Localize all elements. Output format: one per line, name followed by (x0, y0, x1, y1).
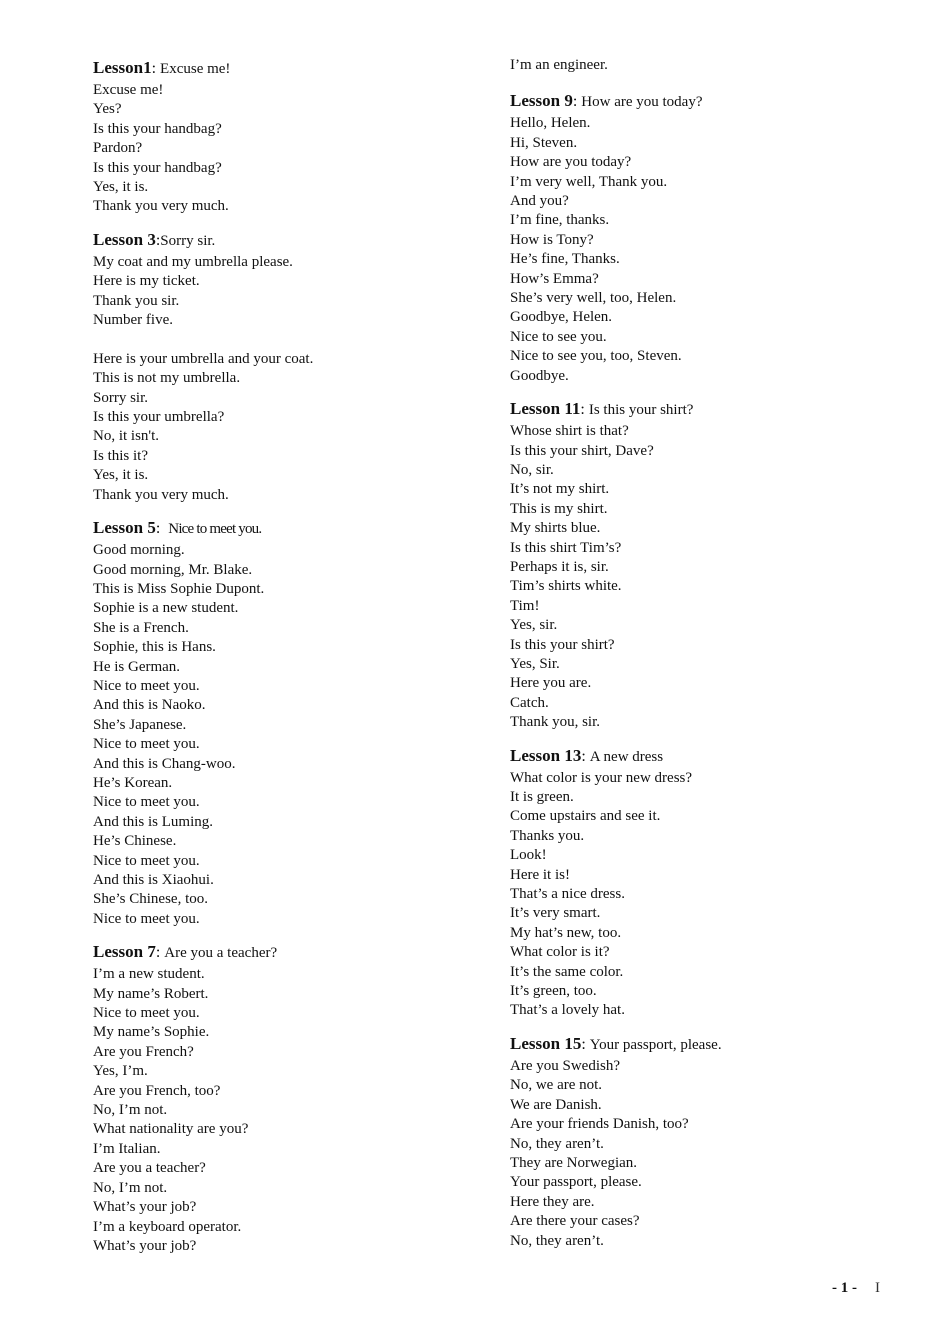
dialogue-line: It’s green, too. (510, 983, 597, 1000)
dialogue-line: Is this it? (93, 447, 148, 464)
dialogue-line: Yes, Sir. (510, 655, 560, 672)
dialogue-line: Thank you very much. (93, 486, 229, 503)
dialogue-line: Goodbye, Helen. (510, 309, 613, 326)
dialogue-line: And this is Xiaohui. (93, 872, 214, 889)
lesson-number: Lesson 13 (510, 745, 582, 765)
dialogue-line: I’m a keyboard operator. (93, 1218, 242, 1235)
dialogue-line: Are you Swedish? (510, 1057, 620, 1074)
dialogue-line: What’s your job? (93, 1237, 197, 1254)
dialogue-line: It’s the same color. (510, 963, 624, 980)
dialogue-line: Goodbye. (510, 367, 569, 384)
dialogue-line: No, sir. (510, 461, 554, 478)
lesson-number: Lesson 9 (510, 91, 573, 111)
dialogue-line: It’s very smart. (510, 905, 601, 922)
dialogue-line: Number five. (93, 312, 173, 329)
dialogue-line: Nice to meet you. (93, 794, 200, 811)
dialogue-line: Nice to meet you. (93, 1005, 200, 1022)
dialogue-line: No, it isn't. (93, 428, 160, 445)
dialogue-line: Good morning, Mr. Blake. (93, 561, 253, 578)
dialogue-line: Excuse me! (93, 82, 164, 98)
lesson-separator: : (572, 93, 582, 111)
lesson-title: Excuse me! (160, 61, 231, 77)
lesson-heading (510, 744, 910, 769)
lesson-separator: : (155, 520, 161, 538)
dialogue-line: He is German. (93, 658, 181, 675)
dialogue-line: Sophie is a new student. (93, 600, 239, 617)
lesson-heading (93, 516, 493, 541)
continued-lines (510, 56, 910, 75)
page-number: - 1 - (832, 1280, 857, 1296)
dialogue-line: And this is Luming. (93, 813, 214, 830)
dialogue-line: This is not my umbrella. (93, 370, 241, 387)
dialogue-line: Sorry sir. (93, 389, 149, 406)
dialogue-line: How’s Emma? (510, 270, 599, 287)
dialogue-line: No, they aren’t. (510, 1232, 604, 1249)
dialogue-line: Come upstairs and see it. (510, 808, 661, 825)
dialogue-line: No, I’m not. (93, 1102, 168, 1119)
dialogue-line: Nice to see you. (510, 328, 607, 345)
dialogue-line: Nice to meet you. (93, 852, 200, 869)
dialogue-line: And this is Chang-woo. (93, 755, 236, 772)
dialogue-line: Are you a teacher? (93, 1160, 206, 1177)
dialogue-line: How are you today? (510, 154, 632, 171)
dialogue-line: Thanks you. (510, 827, 585, 844)
lesson-block (93, 228, 493, 505)
dialogue-line: She’s Chinese, too. (93, 891, 208, 908)
dialogue-line: Hi, Steven. (510, 134, 578, 151)
lesson-heading (93, 940, 493, 965)
dialogue-line: And this is Naoko. (93, 697, 206, 714)
lesson-block (510, 397, 910, 733)
dialogue-line: Yes? (93, 101, 122, 118)
lesson-separator: : (155, 944, 165, 962)
dialogue-line: My coat and my umbrella please. (93, 253, 293, 270)
lesson-block (93, 940, 493, 1256)
dialogue-line: Catch. (510, 694, 549, 711)
dialogue-line: Is this your shirt, Dave? (510, 442, 654, 459)
dialogue-line: She’s very well, too, Helen. (510, 290, 677, 307)
dialogue-line: Tim’s shirts white. (510, 578, 622, 595)
lesson-title: Are you a teacher? (164, 945, 278, 962)
dialogue-line: Are you French? (93, 1043, 194, 1060)
dialogue-line: Here is your umbrella and your coat. (93, 350, 314, 367)
lesson-number: Lesson1 (93, 58, 152, 77)
lesson-separator: : (151, 60, 161, 77)
dialogue-line: It is green. (510, 789, 574, 805)
dialogue-line: They are Norwegian. (510, 1154, 638, 1171)
dialogue-line: Is this shirt Tim’s? (510, 539, 622, 556)
dialogue-line: We are Danish. (510, 1096, 602, 1113)
dialogue-line: Pardon? (93, 140, 143, 157)
dialogue-line: I’m fine, thanks. (510, 212, 610, 229)
dialogue-line: Are you French, too? (93, 1082, 221, 1099)
dialogue-line: Perhaps it is, sir. (510, 558, 609, 575)
dialogue-line: No, I’m not. (93, 1179, 168, 1196)
dialogue-line: Hello, Helen. (510, 115, 591, 132)
dialogue-line: I’m a new student. (93, 966, 205, 983)
dialogue-line (93, 330, 493, 349)
dialogue-line: Look! (510, 847, 547, 864)
dialogue-line: I’m very well, Thank you. (510, 173, 668, 190)
lesson-heading (93, 228, 493, 253)
lesson-block (93, 516, 493, 929)
lesson-separator: : (155, 231, 161, 249)
dialogue-line: Is this your handbag? (93, 159, 222, 176)
lesson-title: Nice to meet you. (168, 521, 262, 538)
dialogue-line: Here you are. (510, 675, 592, 692)
dialogue-line: He’s Korean. (93, 774, 173, 791)
lesson-block (510, 1032, 910, 1251)
dialogue-line: Is this your umbrella? (93, 409, 225, 426)
lesson-heading (510, 397, 910, 422)
lesson-number: Lesson 5 (93, 518, 156, 538)
lesson-block (510, 89, 910, 386)
dialogue-line: This is Miss Sophie Dupont. (93, 580, 265, 597)
dialogue-line: Thank you very much. (93, 198, 229, 215)
dialogue-line: He’s Chinese. (93, 833, 177, 850)
dialogue-line: I’m Italian. (93, 1140, 161, 1157)
dialogue-line: This is my shirt. (510, 500, 608, 517)
dialogue-line: Here is my ticket. (93, 273, 200, 290)
dialogue-line: No, they aren’t. (510, 1135, 604, 1152)
lesson-block (510, 744, 910, 1021)
lesson-number: Lesson 11 (510, 399, 581, 419)
lesson-separator: : (581, 1035, 590, 1053)
dialogue-line: And you? (510, 193, 569, 210)
dialogue-line: Nice to meet you. (93, 677, 200, 694)
dialogue-line: What color is your new dress? (510, 769, 693, 786)
lesson-separator: : (581, 747, 590, 765)
dialogue-line: She’s Japanese. (93, 716, 187, 733)
lesson-title: Is this your shirt? (588, 402, 694, 419)
dialogue-line: She is a French. (93, 619, 189, 636)
dialogue-line: He’s fine, Thanks. (510, 251, 620, 268)
dialogue-line: It’s not my shirt. (510, 481, 610, 498)
dialogue-line: Here they are. (510, 1193, 595, 1210)
dialogue-line: No, we are not. (510, 1077, 603, 1094)
dialogue-line: My hat’s new, too. (510, 924, 622, 941)
dialogue-line: My name’s Robert. (93, 985, 209, 1002)
lesson-title: A new dress (589, 748, 664, 765)
dialogue-line: Nice to meet you. (93, 910, 200, 927)
lesson-number: Lesson 3 (93, 229, 156, 249)
dialogue-line: Thank you sir. (93, 292, 180, 309)
dialogue-line: Is this your handbag? (93, 120, 222, 137)
dialogue-line: That’s a lovely hat. (510, 1002, 625, 1019)
dialogue-line: My shirts blue. (510, 520, 601, 537)
dialogue-line: Are there your cases? (510, 1213, 640, 1230)
dialogue-line: Your passport, please. (510, 1174, 642, 1191)
dialogue-line: Yes, it is. (93, 467, 149, 484)
lesson-block (93, 56, 493, 217)
dialogue-line: Yes, sir. (510, 617, 558, 634)
left-column (93, 56, 493, 1267)
lesson-title: Sorry sir. (160, 232, 216, 249)
dialogue-line: That’s a nice dress. (510, 886, 625, 903)
dialogue-line: Tim! (510, 597, 540, 614)
lesson-heading (510, 1032, 910, 1057)
dialogue-line: My name’s Sophie. (93, 1024, 210, 1041)
page-mark: I (875, 1280, 880, 1296)
page-footer (832, 1280, 880, 1297)
dialogue-line: I’m an engineer. (510, 57, 608, 73)
dialogue-line: Whose shirt is that? (510, 423, 629, 440)
dialogue-line: Is this your shirt? (510, 636, 615, 653)
lesson-title: How are you today? (581, 94, 703, 111)
dialogue-line: Sophie, this is Hans. (93, 639, 216, 656)
dialogue-line: What nationality are you? (93, 1121, 249, 1138)
lesson-number: Lesson 15 (510, 1033, 582, 1053)
lesson-heading (93, 56, 493, 81)
lesson-heading (510, 89, 910, 114)
dialogue-line: What’s your job? (93, 1199, 197, 1216)
dialogue-line: Nice to see you, too, Steven. (510, 348, 682, 365)
dialogue-line: What color is it? (510, 944, 610, 961)
right-column (510, 56, 910, 1262)
dialogue-line: Nice to meet you. (93, 736, 200, 753)
dialogue-line: Yes, I’m. (93, 1063, 148, 1080)
dialogue-line: Here it is! (510, 866, 570, 883)
dialogue-line: Good morning. (93, 542, 185, 559)
dialogue-line: Yes, it is. (93, 179, 149, 196)
dialogue-line: How is Tony? (510, 231, 594, 248)
lesson-number: Lesson 7 (93, 942, 156, 962)
dialogue-line: Are your friends Danish, too? (510, 1116, 689, 1133)
dialogue-line: Thank you, sir. (510, 714, 600, 731)
lesson-separator: : (580, 401, 589, 419)
lesson-title: Your passport, please. (589, 1036, 722, 1053)
